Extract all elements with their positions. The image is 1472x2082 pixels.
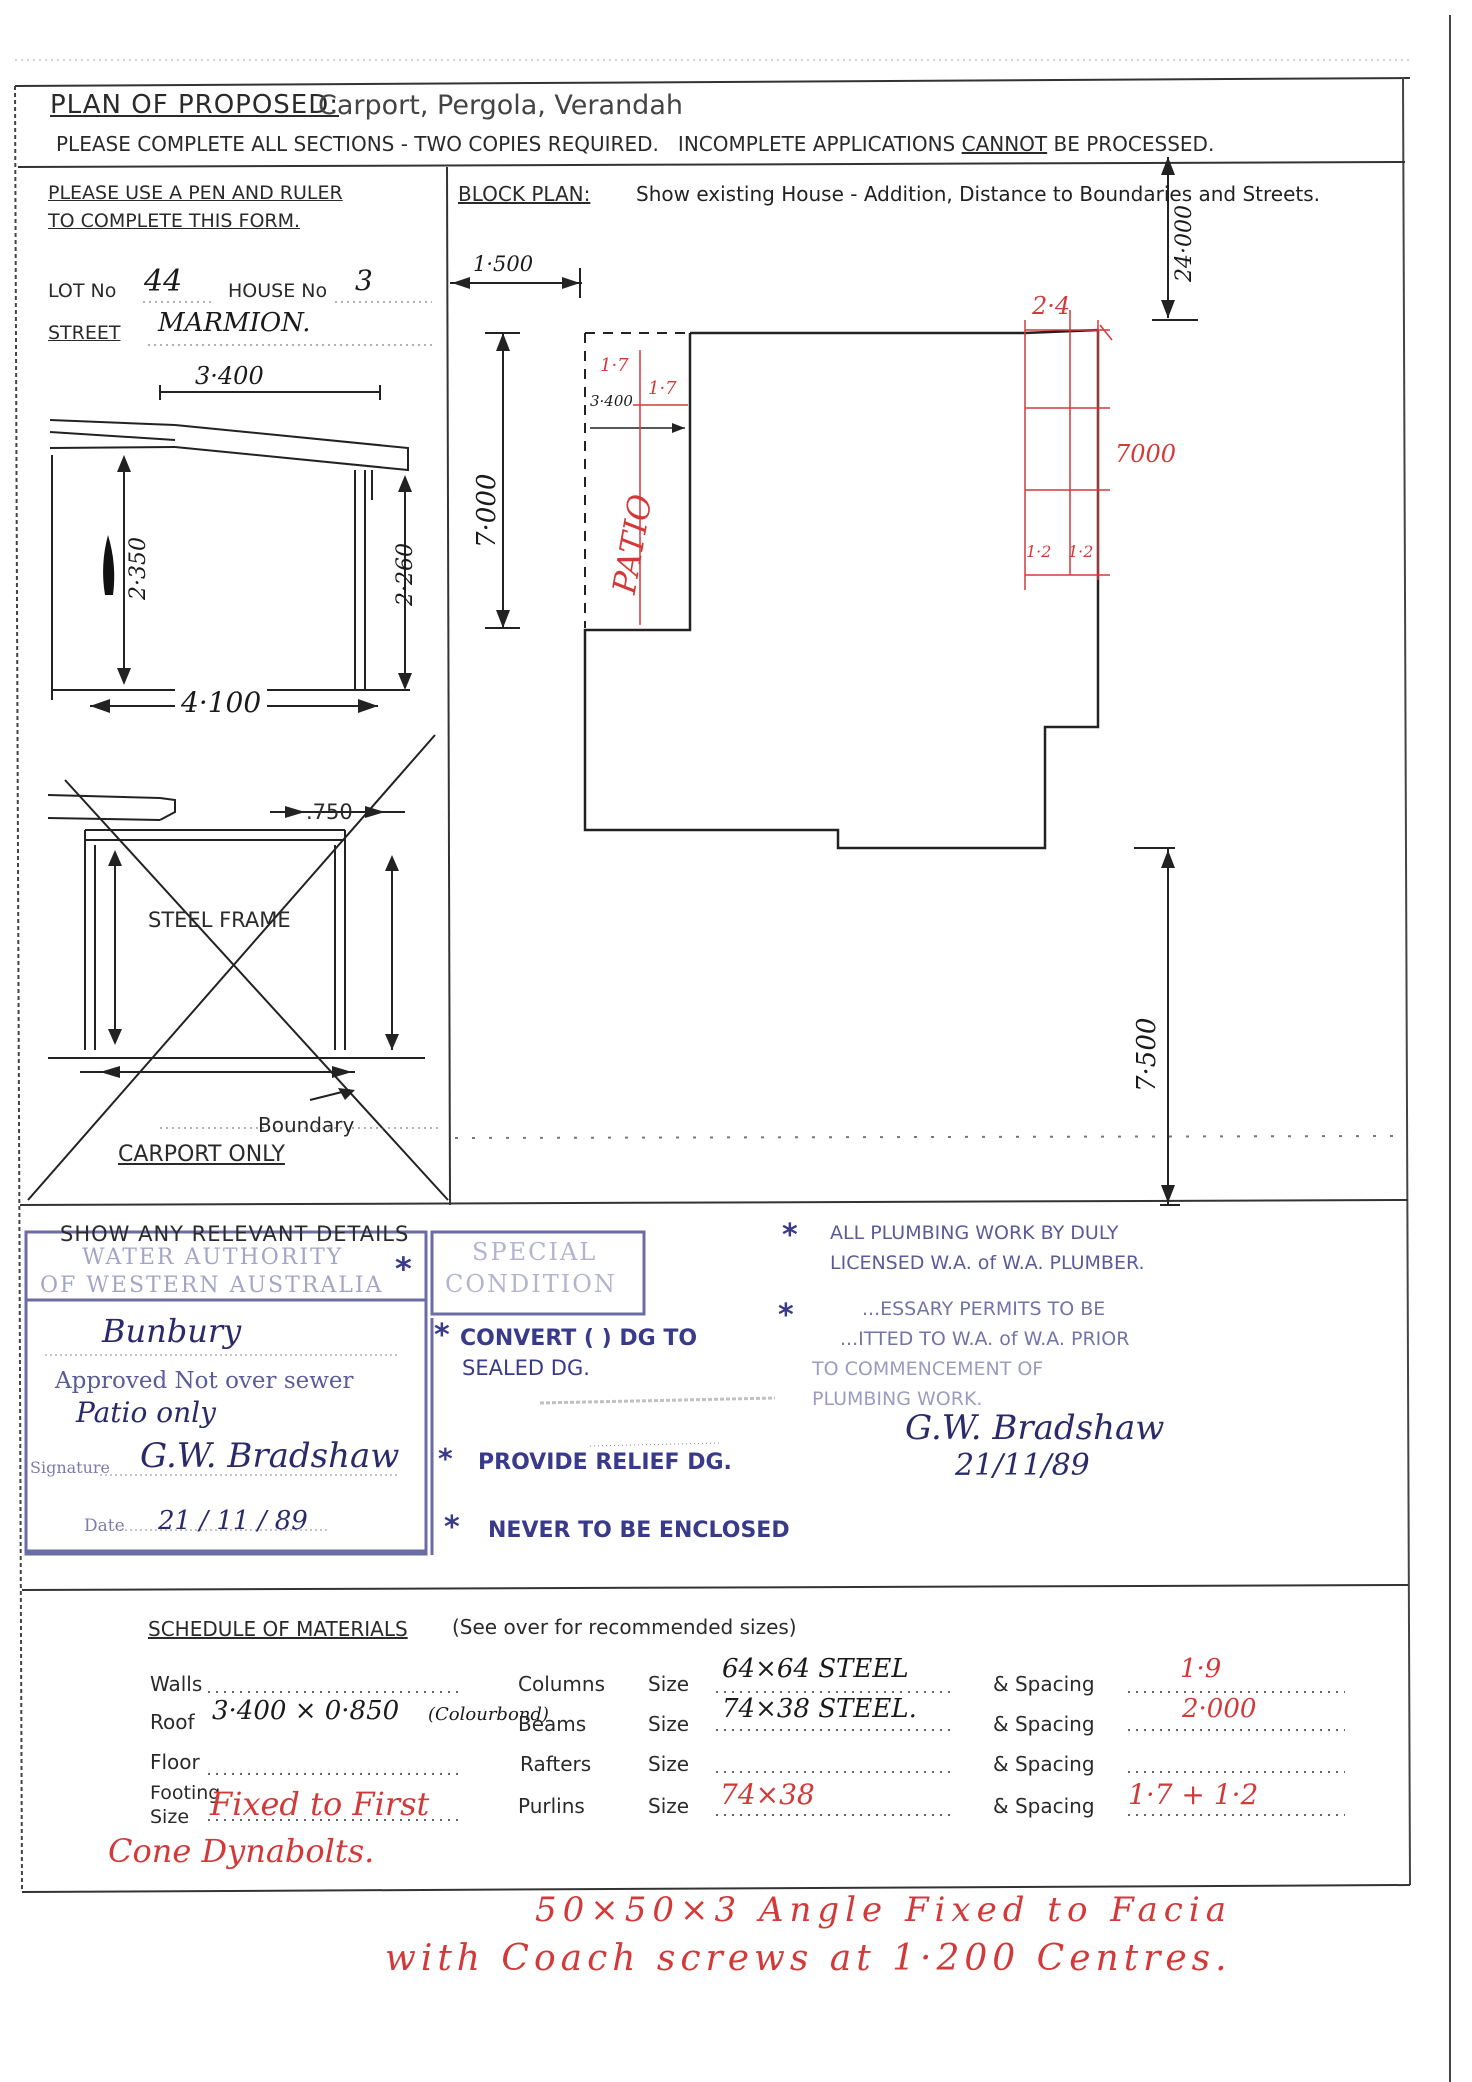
- stamp-town: Bunbury: [102, 1312, 242, 1350]
- columns-size-label: Size: [648, 1672, 690, 1696]
- footer-note-line2: with Coach screws at 1·200 Centres.: [385, 1938, 1232, 1979]
- stamp-authority-line1: WATER AUTHORITY: [82, 1245, 344, 1270]
- carport-dimension: .750: [306, 800, 353, 824]
- street-label: STREET: [48, 322, 121, 344]
- elevation-width-bottom: 4·100: [175, 686, 267, 719]
- dim-patio-length: 7·000: [472, 473, 502, 548]
- red-dim-1-7-a: 1·7: [600, 355, 629, 376]
- asterisk-mark-2: *: [434, 1318, 450, 1353]
- purlins-size-value: 74×38: [720, 1778, 815, 1811]
- footing-value-2: Cone Dynabolts.: [108, 1832, 375, 1870]
- condition-relief: PROVIDE RELIEF DG.: [478, 1450, 732, 1475]
- purlins-label: Purlins: [518, 1794, 585, 1818]
- schedule-subtitle: (See over for recommended sizes): [452, 1615, 797, 1639]
- note-plumbing-line1: ALL PLUMBING WORK BY DULY: [830, 1222, 1119, 1244]
- pen-note-line2: TO COMPLETE THIS FORM.: [48, 210, 301, 232]
- stamp-patio-only: Patio only: [76, 1396, 216, 1429]
- floor-label: Floor: [150, 1750, 200, 1774]
- note-permits-line4: PLUMBING WORK.: [812, 1388, 983, 1410]
- condition-convert: CONVERT ( ) DG TO: [460, 1326, 698, 1351]
- elevation-width-top: 3·400: [195, 362, 264, 390]
- walls-label: Walls: [150, 1672, 203, 1696]
- schedule-title: SCHEDULE OF MATERIALS: [148, 1617, 408, 1641]
- stamp-signature: G.W. Bradshaw: [140, 1436, 400, 1476]
- stamp-special-line1: SPECIAL: [472, 1238, 598, 1266]
- boundary-label: Boundary: [258, 1113, 355, 1137]
- house-label: HOUSE No: [228, 280, 328, 302]
- instructions-part3: BE PROCESSED.: [1053, 132, 1215, 156]
- instructions-part2: INCOMPLETE APPLICATIONS: [677, 132, 956, 156]
- note-permits-line1: ...ESSARY PERMITS TO BE: [862, 1298, 1106, 1320]
- lot-value: 44: [144, 264, 183, 299]
- columns-size-value: 64×64 STEEL: [722, 1654, 909, 1684]
- stamp-date-label: Date: [84, 1516, 125, 1536]
- red-dim-1-2-b: 1·2: [1068, 542, 1094, 561]
- elevation-height-left: 2·350: [126, 537, 151, 600]
- columns-label: Columns: [518, 1672, 606, 1696]
- roof-label: Roof: [150, 1710, 195, 1734]
- purlins-size-label: Size: [648, 1794, 690, 1818]
- dim-side-setback: 1·500: [473, 252, 534, 276]
- pen-note-line1: PLEASE USE A PEN AND RULER: [48, 182, 343, 204]
- lot-label: LOT No: [48, 280, 117, 302]
- stamp-date: 21 / 11 / 89: [158, 1506, 308, 1536]
- house-value: 3: [355, 264, 373, 297]
- steel-frame-label: STEEL FRAME: [148, 908, 291, 932]
- columns-spacing-label: & Spacing: [993, 1672, 1095, 1696]
- block-plan-label: BLOCK PLAN:: [458, 182, 591, 206]
- purlins-spacing-value: 1·7 + 1·2: [1128, 1778, 1259, 1811]
- dim-patio-width: 3·400: [590, 392, 633, 410]
- condition-sealed: SEALED DG.: [462, 1356, 590, 1380]
- roof-value: 3·400 × 0·850: [212, 1696, 400, 1726]
- red-dim-7000: 7000: [1115, 440, 1177, 468]
- stamp-special-line2: CONDITION: [445, 1270, 617, 1298]
- instructions-line: [56, 132, 1214, 156]
- beams-size-label: Size: [648, 1712, 690, 1736]
- roof-note: (Colourbond): [428, 1704, 549, 1725]
- footing-value: Fixed to First: [210, 1785, 430, 1823]
- title-types: Carport, Pergola, Verandah: [318, 90, 683, 121]
- beams-spacing-value: 2·000: [1182, 1694, 1257, 1724]
- title-prefix: PLAN OF PROPOSED:: [50, 90, 340, 120]
- beams-spacing-label: & Spacing: [993, 1712, 1095, 1736]
- details-label: SHOW ANY RELEVANT DETAILS: [60, 1222, 410, 1246]
- dim-rear-setback: 7·500: [1132, 1017, 1162, 1092]
- elevation-height-right: 2·260: [393, 543, 418, 606]
- instructions-cannot: CANNOT: [961, 132, 1048, 156]
- red-dim-1-2-a: 1·2: [1026, 542, 1052, 561]
- patio-label: PATIO: [605, 491, 660, 597]
- beams-label: Beams: [518, 1712, 587, 1736]
- asterisk-mark-3: *: [438, 1442, 453, 1475]
- street-value: MARMION.: [158, 308, 311, 338]
- asterisk-mark-1: *: [395, 1250, 412, 1288]
- dim-front-setback: 24·000: [1172, 205, 1197, 282]
- block-plan-description: Show existing House - Addition, Distance to Boundaries and Streets.: [636, 182, 1321, 206]
- purlins-spacing-label: & Spacing: [993, 1794, 1095, 1818]
- note-plumbing-line2: LICENSED W.A. of W.A. PLUMBER.: [830, 1252, 1145, 1274]
- rafters-size-label: Size: [648, 1752, 690, 1776]
- asterisk-mark-4: *: [444, 1510, 460, 1545]
- instructions-part1: PLEASE COMPLETE ALL SECTIONS - TWO COPIES REQUIRED.: [56, 132, 659, 156]
- inspector-signature: G.W. Bradshaw: [905, 1408, 1165, 1448]
- note-permits-line2: ...ITTED TO W.A. of W.A. PRIOR: [840, 1328, 1130, 1350]
- inspector-sign-date: 21/11/89: [955, 1448, 1090, 1483]
- red-dim-1-7-b: 1·7: [648, 378, 677, 399]
- rafters-label: Rafters: [520, 1752, 592, 1776]
- note-permits-line3: TO COMMENCEMENT OF: [812, 1358, 1044, 1380]
- rafters-spacing-label: & Spacing: [993, 1752, 1095, 1776]
- columns-spacing-value: 1·9: [1180, 1654, 1222, 1684]
- condition-never-enclosed: NEVER TO BE ENCLOSED: [488, 1518, 790, 1543]
- stamp-authority-line2: OF WESTERN AUSTRALIA: [40, 1273, 384, 1298]
- form-title-label: [50, 90, 339, 120]
- carport-only-label: CARPORT ONLY: [118, 1142, 285, 1167]
- asterisk-mark-6: *: [778, 1298, 794, 1333]
- asterisk-mark-5: *: [782, 1218, 798, 1253]
- stamp-signature-label: Signature: [30, 1458, 111, 1477]
- footing-label: Footing: [150, 1782, 221, 1804]
- footer-note-line1: 50×50×3 Angle Fixed to Facia: [535, 1890, 1232, 1930]
- beams-size-value: 74×38 STEEL.: [722, 1694, 917, 1724]
- footing-size-label: Size: [150, 1806, 190, 1828]
- stamp-approved-text: Approved Not over sewer: [55, 1368, 354, 1394]
- red-dim-2-4: 2·4: [1032, 292, 1071, 320]
